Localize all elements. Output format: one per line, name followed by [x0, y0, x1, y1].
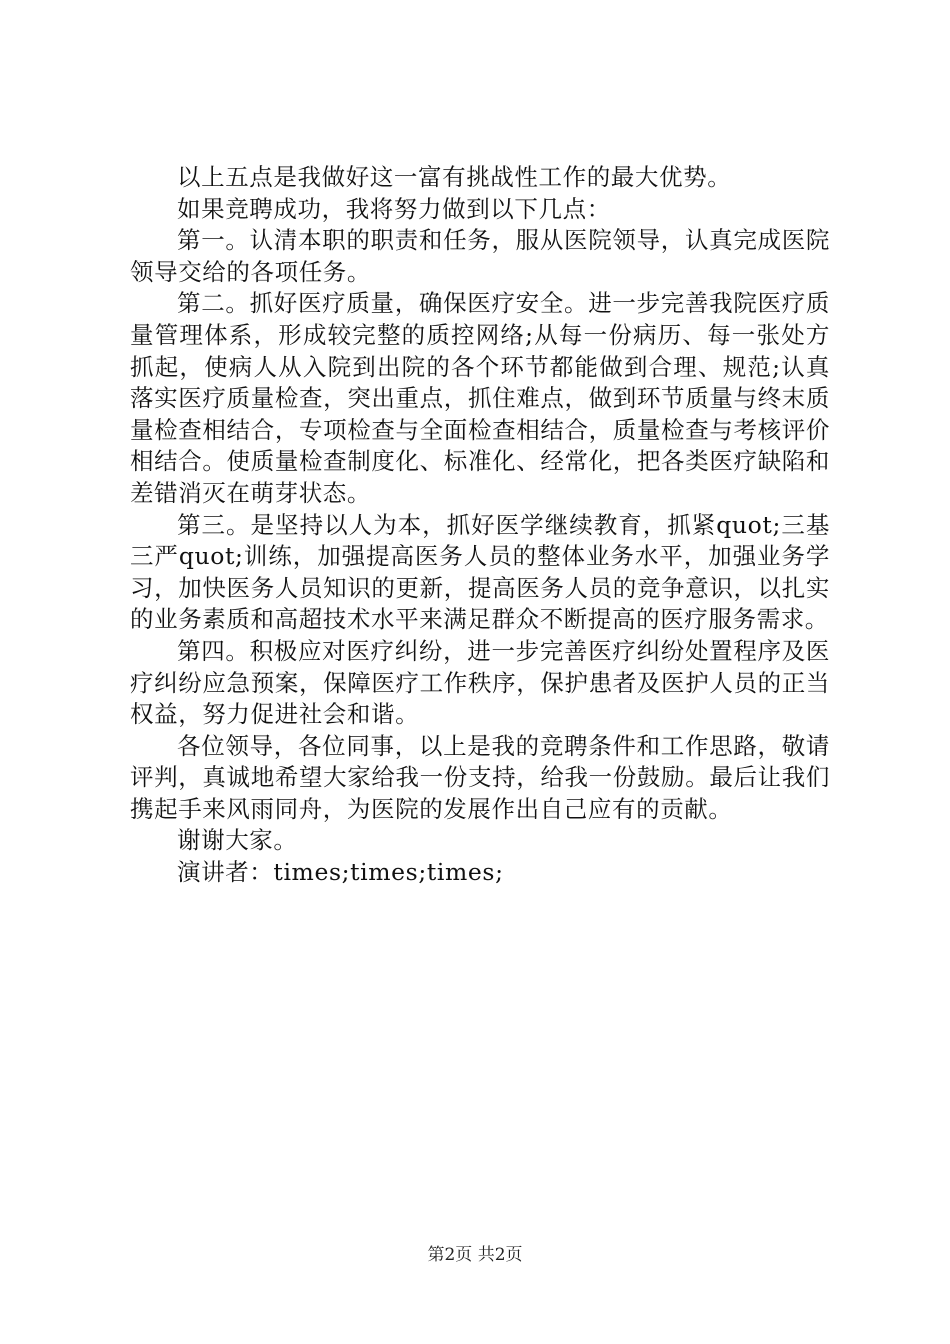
paragraph: 第一。认清本职的职责和任务，服从医院领导，认真完成医院领导交给的各项任务。	[130, 226, 830, 286]
paragraph: 以上五点是我做好这一富有挑战性工作的最大优势。	[177, 163, 732, 191]
document-body	[130, 162, 830, 889]
paragraph: 各位领导，各位同事，以上是我的竞聘条件和工作思路，敬请评判，真诚地希望大家给我一份支持，给我一份鼓励。最后让我们携起手来风雨同舟，为医院的发展作出自己应有的贡献。	[130, 731, 830, 823]
paragraph: 第二。抓好医疗质量，确保医疗安全。进一步完善我院医疗质量管理体系，形成较完整的质控网络;从每一份病历、每一张处方抓起，使病人从入院到出院的各个环节都能做到合理、规范;认真落实医疗质量检查，突出重点，抓住难点，做到环节质量与终末质量检查相结合，专项检查与全面检查相结合，质量检查与考核评价相结合。使质量检查制度化、标准化、经常化，把各类医疗缺陷和差错消灭在萌芽状态。	[130, 289, 830, 507]
paragraph: 谢谢大家。	[177, 826, 298, 855]
paragraph: 演讲者：times;times;times;	[177, 858, 504, 887]
page-footer: 第2页 共2页	[427, 1245, 523, 1265]
paragraph: 第三。是坚持以人为本，抓好医学继续教育，抓紧quot;三基三严quot;训练，加强提高医务人员的整体业务水平，加强业务学习，加快医务人员知识的更新，提高医务人员的竞争意识，以扎实的业务素质和高超技术水平来满足群众不断提高的医疗服务需求。	[130, 510, 830, 634]
paragraph: 第四。积极应对医疗纠纷，进一步完善医疗纠纷处置程序及医疗纠纷应急预案，保障医疗工作秩序，保护患者及医护人员的正当权益，努力促进社会和谐。	[130, 636, 830, 729]
paragraph: 如果竞聘成功，我将努力做到以下几点：	[177, 194, 611, 223]
